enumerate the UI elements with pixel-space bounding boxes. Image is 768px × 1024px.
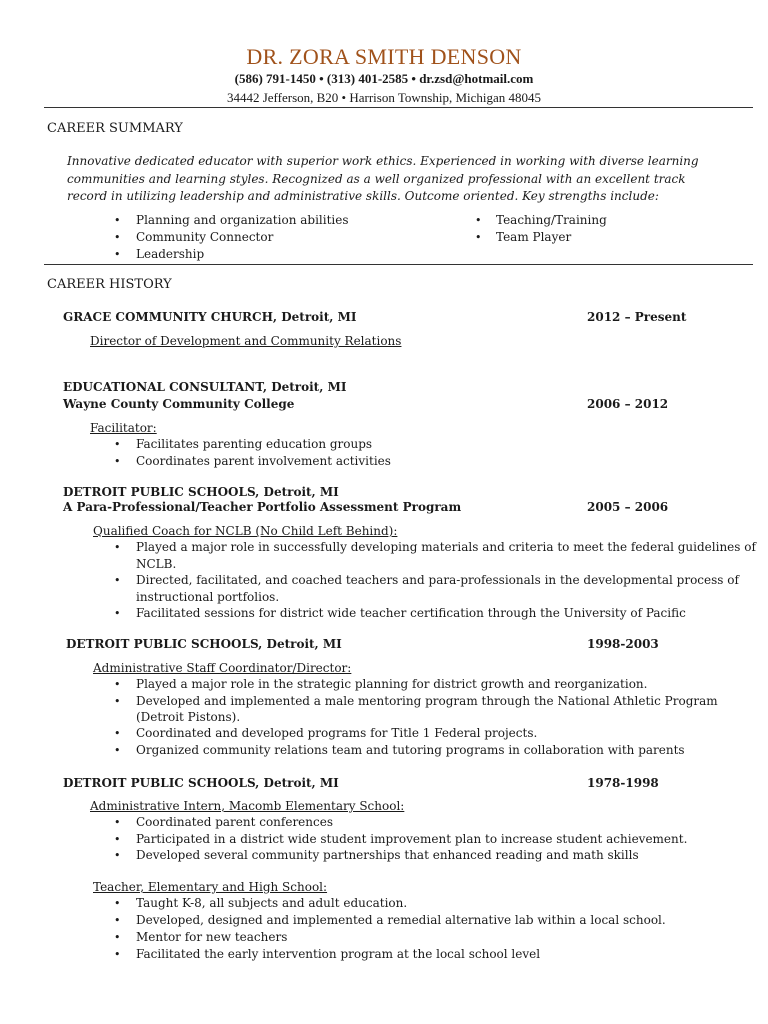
duty-item: Coordinated and developed programs for Title 1 Federal projects.	[136, 726, 538, 740]
duty-item: Facilitated the early intervention program at the local school level	[136, 947, 541, 961]
bullet-icon: •	[114, 438, 121, 451]
duty-item: Organized community relations team and tutoring programs in collaboration with parents	[136, 743, 685, 757]
summary-divider	[44, 264, 753, 265]
duty-item: Participated in a district wide student improvement plan to increase student achievement.	[136, 832, 688, 846]
role-title: Qualified Coach for NCLB (No Child Left Behind):	[93, 524, 398, 538]
role-title: Director of Development and Community Relations	[90, 334, 402, 348]
duty-item: Developed several community partnerships that enhanced reading and math skills	[136, 848, 639, 862]
duty-item: Played a major role in successfully developing materials and criteria to meet the federal guidelines of	[136, 540, 756, 554]
role-title: Administrative Staff Coordinator/Director:	[93, 661, 352, 675]
contact-line: (586) 791-1450 • (313) 401-2585 • dr.zsd@hotmail.com	[234, 71, 534, 86]
bullet-icon: •	[475, 231, 482, 244]
duty-item: Coordinated parent conferences	[136, 815, 333, 829]
duty-item: Played a major role in the strategic planning for district growth and reorganization.	[136, 677, 648, 691]
duty-item: Coordinates parent involvement activities	[136, 454, 391, 468]
job-suborganization: A Para-Professional/Teacher Portfolio Assessment Program	[63, 500, 462, 514]
bullet-icon: •	[114, 455, 121, 468]
duty-item: Taught K-8, all subjects and adult education.	[136, 896, 408, 910]
duty-item: Facilitates parenting education groups	[136, 437, 373, 451]
address-line: 34442 Jefferson, B20 • Harrison Township, Michigan 48045	[226, 90, 542, 105]
job-organization: DETROIT PUBLIC SCHOOLS, Detroit, MI	[63, 776, 339, 790]
role-title: Facilitator:	[90, 421, 157, 435]
bullet-icon: •	[114, 744, 121, 757]
bullet-icon: •	[114, 248, 121, 261]
job-organization: GRACE COMMUNITY CHURCH, Detroit, MI	[63, 310, 357, 324]
job-dates: 2012 – Present	[587, 310, 687, 324]
job-dates: 1998-2003	[587, 637, 659, 651]
strength-item: Teaching/Training	[496, 213, 607, 227]
job-suborganization: Wayne County Community College	[63, 397, 295, 411]
role-title: Administrative Intern, Macomb Elementary School:	[90, 799, 405, 813]
job-dates: 2005 – 2006	[587, 500, 669, 514]
duty-item: Directed, facilitated, and coached teachers and para-professionals in the developmental process of	[136, 573, 739, 587]
bullet-icon: •	[114, 231, 121, 244]
bullet-icon: •	[114, 833, 121, 846]
job-organization: DETROIT PUBLIC SCHOOLS, Detroit, MI	[66, 637, 342, 651]
strength-item: Planning and organization abilities	[136, 213, 349, 227]
bullet-icon: •	[114, 214, 121, 227]
bullet-icon: •	[114, 914, 121, 927]
duty-item-continued: NCLB.	[136, 557, 177, 571]
bullet-icon: •	[114, 695, 121, 708]
job-dates: 1978-1998	[587, 776, 659, 790]
duty-item: Facilitated sessions for district wide teacher certification through the University of Pacific	[136, 606, 686, 620]
bullet-icon: •	[114, 849, 121, 862]
role-title: Teacher, Elementary and High School:	[93, 880, 328, 894]
bullet-icon: •	[114, 607, 121, 620]
resume-name: DR. ZORA SMITH DENSON	[246, 44, 522, 69]
duty-item-continued: instructional portfolios.	[136, 590, 280, 604]
strength-item: Team Player	[496, 230, 572, 244]
bullet-icon: •	[114, 948, 121, 961]
bullet-icon: •	[114, 541, 121, 554]
duty-item: Developed, designed and implemented a remedial alternative lab within a local school.	[136, 913, 666, 927]
bullet-icon: •	[114, 678, 121, 691]
bullet-icon: •	[114, 931, 121, 944]
bullet-icon: •	[114, 897, 121, 910]
job-dates: 2006 – 2012	[587, 397, 669, 411]
bullet-icon: •	[114, 727, 121, 740]
duty-item: Developed and implemented a male mentoring program through the National Athletic Program	[136, 694, 718, 708]
strength-item: Leadership	[136, 247, 205, 261]
duty-item: Mentor for new teachers	[136, 930, 288, 944]
summary-paragraph: Innovative dedicated educator with superior work ethics. Experienced in working with diverse learning communities and learning styles. Recognized as a well organized professional with an excellent track record in utilizing leadership and administrative skills. Outcome oriented. Key strengths include:	[67, 154, 699, 203]
bullet-icon: •	[114, 816, 121, 829]
career-history-heading: CAREER HISTORY	[47, 277, 172, 292]
career-summary-heading: CAREER SUMMARY	[47, 121, 183, 136]
bullet-icon: •	[475, 214, 482, 227]
header-divider	[44, 107, 753, 108]
duty-item-continued: (Detroit Pistons).	[136, 710, 241, 724]
bullet-icon: •	[114, 574, 121, 587]
job-organization: EDUCATIONAL CONSULTANT, Detroit, MI	[63, 380, 347, 394]
job-organization: DETROIT PUBLIC SCHOOLS, Detroit, MI	[63, 485, 339, 499]
strength-item: Community Connector	[136, 230, 274, 244]
